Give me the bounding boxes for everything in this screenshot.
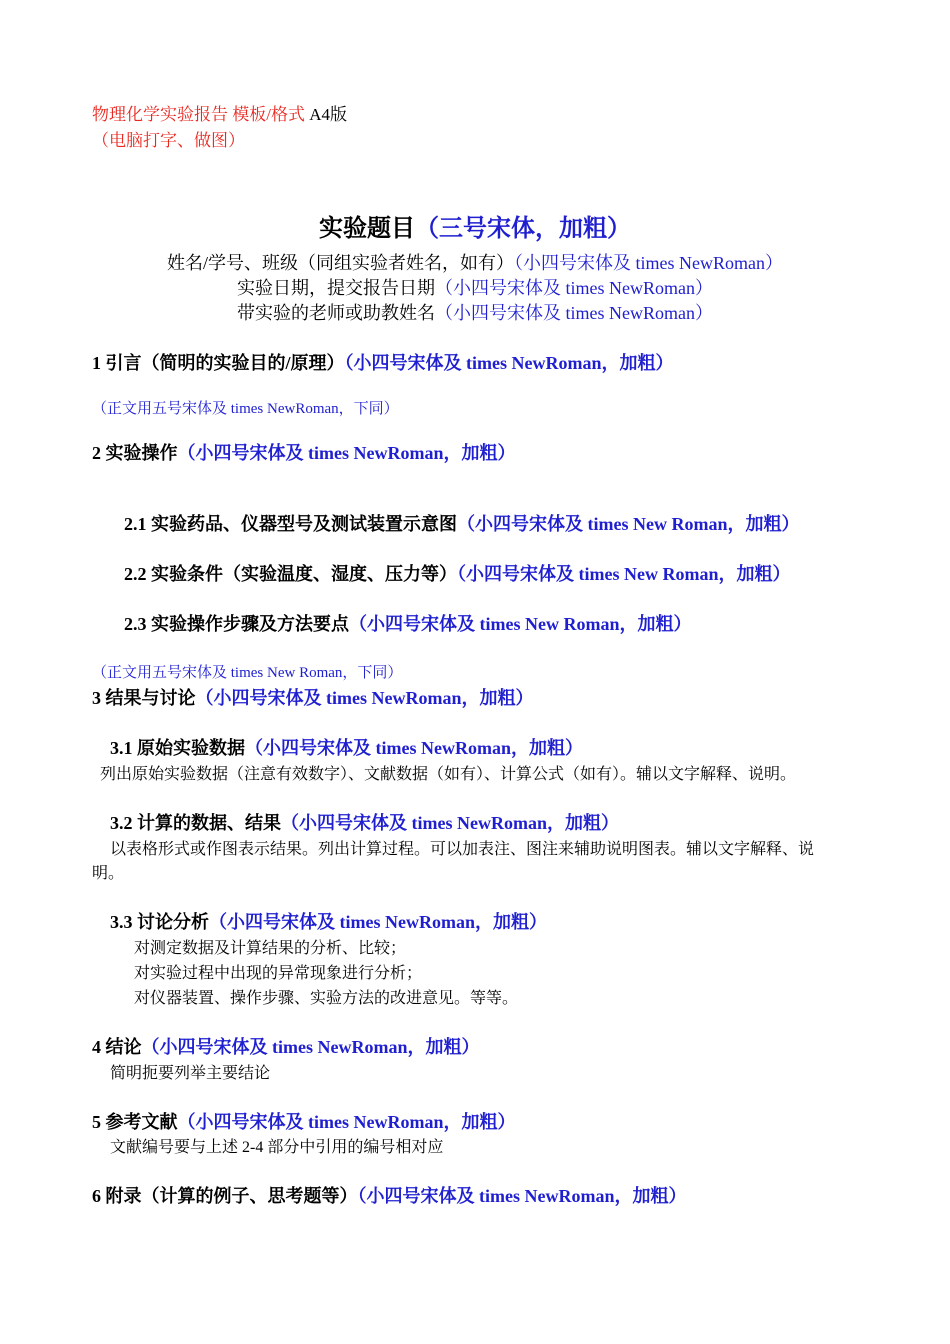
section-1-heading — [92, 349, 673, 375]
section-2-2-note: （小四号宋体及 times New Roman，加粗） — [457, 564, 791, 584]
teacher-note: （小四号宋体及 times NewRoman） — [435, 303, 713, 323]
template-header-title: 物理化学实验报告 模板/格式 — [92, 105, 305, 124]
section-4-label: 4 结论 — [92, 1037, 142, 1057]
section-5-body: 文献编号要与上述 2-4 部分中引用的编号相对应 — [110, 1139, 444, 1156]
date-text: 实验日期，提交报告日期 — [237, 278, 435, 298]
section-5-heading — [92, 1108, 515, 1134]
section-3-3-heading — [110, 908, 547, 934]
section-2-note: （小四号宋体及 times NewRoman，加粗） — [177, 443, 516, 463]
section-3-3-body-line1: 对测定数据及计算结果的分析、比较； — [134, 940, 407, 957]
section-4-note: （小四号宋体及 times NewRoman，加粗） — [141, 1037, 480, 1057]
author-note: （小四号宋体及 times NewRoman） — [514, 253, 783, 273]
section-3-2-body-line2: 明。 — [92, 865, 125, 882]
section-3-label: 3 结果与讨论 — [92, 688, 196, 708]
section-3-3-note: （小四号宋体及 times NewRoman，加粗） — [209, 912, 547, 932]
section-3-1-note: （小四号宋体及 times NewRoman，加粗） — [245, 738, 583, 758]
section-6-label: 6 附录（计算的例子、思考题等） — [92, 1186, 358, 1206]
section-2-3-heading — [124, 610, 691, 636]
section-3-2-note: （小四号宋体及 times NewRoman，加粗） — [281, 813, 619, 833]
template-header-format: A4版 — [304, 105, 348, 124]
section-6-heading — [92, 1182, 686, 1208]
section-2-2-heading — [124, 560, 790, 586]
section-3-3-body-line2: 对实验过程中出现的异常现象进行分析； — [134, 965, 423, 982]
section-2-1-heading — [124, 510, 799, 536]
section-2-1-note: （小四号宋体及 times New Roman，加粗） — [457, 514, 800, 534]
report-title — [0, 208, 950, 243]
teacher-text: 带实验的老师或助教姓名 — [237, 303, 435, 323]
section-3-2-label: 3.2 计算的数据、结果 — [110, 813, 281, 833]
report-title-text: 实验题目 — [319, 216, 415, 242]
section-2-heading — [92, 439, 515, 465]
teacher-line — [0, 299, 950, 325]
author-line — [0, 249, 950, 275]
template-header-subtitle: （电脑打字、做图） — [92, 131, 245, 150]
section-2-2-label: 2.2 实验条件（实验温度、湿度、压力等） — [124, 564, 457, 584]
section-3-note: （小四号宋体及 times NewRoman，加粗） — [195, 688, 534, 708]
section-3-1-label: 3.1 原始实验数据 — [110, 738, 245, 758]
section-1-note: （小四号宋体及 times NewRoman，加粗） — [344, 353, 674, 373]
section-3-heading — [92, 684, 533, 710]
section-2-body-note: （正文用五号宋体及 times New Roman，下同） — [92, 665, 403, 681]
section-4-body: 简明扼要列举主要结论 — [110, 1065, 271, 1082]
author-text: 姓名/学号、班级（同组实验者姓名，如有） — [167, 253, 514, 273]
section-2-label: 2 实验操作 — [92, 443, 178, 463]
section-6-note: （小四号宋体及 times NewRoman，加粗） — [357, 1186, 687, 1206]
section-3-3-body-line3: 对仪器装置、操作步骤、实验方法的改进意见。等等。 — [134, 990, 519, 1007]
section-5-note: （小四号宋体及 times NewRoman，加粗） — [177, 1112, 516, 1132]
section-1-body-note: （正文用五号宋体及 times NewRoman，下同） — [92, 401, 399, 417]
section-4-heading — [92, 1033, 479, 1059]
section-3-1-body: 列出原始实验数据（注意有效数字）、文献数据（如有）、计算公式（如有）。辅以文字解释、说明。 — [100, 766, 797, 783]
date-line — [0, 274, 950, 300]
section-2-1-label: 2.1 实验药品、仪器型号及测试装置示意图 — [124, 514, 457, 534]
section-5-label: 5 参考文献 — [92, 1112, 178, 1132]
section-2-3-note: （小四号宋体及 times New Roman，加粗） — [349, 614, 692, 634]
section-3-3-label: 3.3 讨论分析 — [110, 912, 209, 932]
date-note: （小四号宋体及 times NewRoman） — [435, 278, 713, 298]
section-3-2-heading — [110, 809, 619, 835]
section-3-2-body-line1: 以表格形式或作图表示结果。列出计算过程。可以加表注、图注来辅助说明图表。辅以文字解释、说 — [110, 841, 815, 858]
template-header-line1 — [92, 100, 347, 125]
section-3-1-heading — [110, 734, 583, 760]
section-1-label: 1 引言（简明的实验目的/原理） — [92, 353, 345, 373]
section-2-3-label: 2.3 实验操作步骤及方法要点 — [124, 614, 349, 634]
report-title-note: （三号宋体，加粗） — [415, 216, 631, 242]
